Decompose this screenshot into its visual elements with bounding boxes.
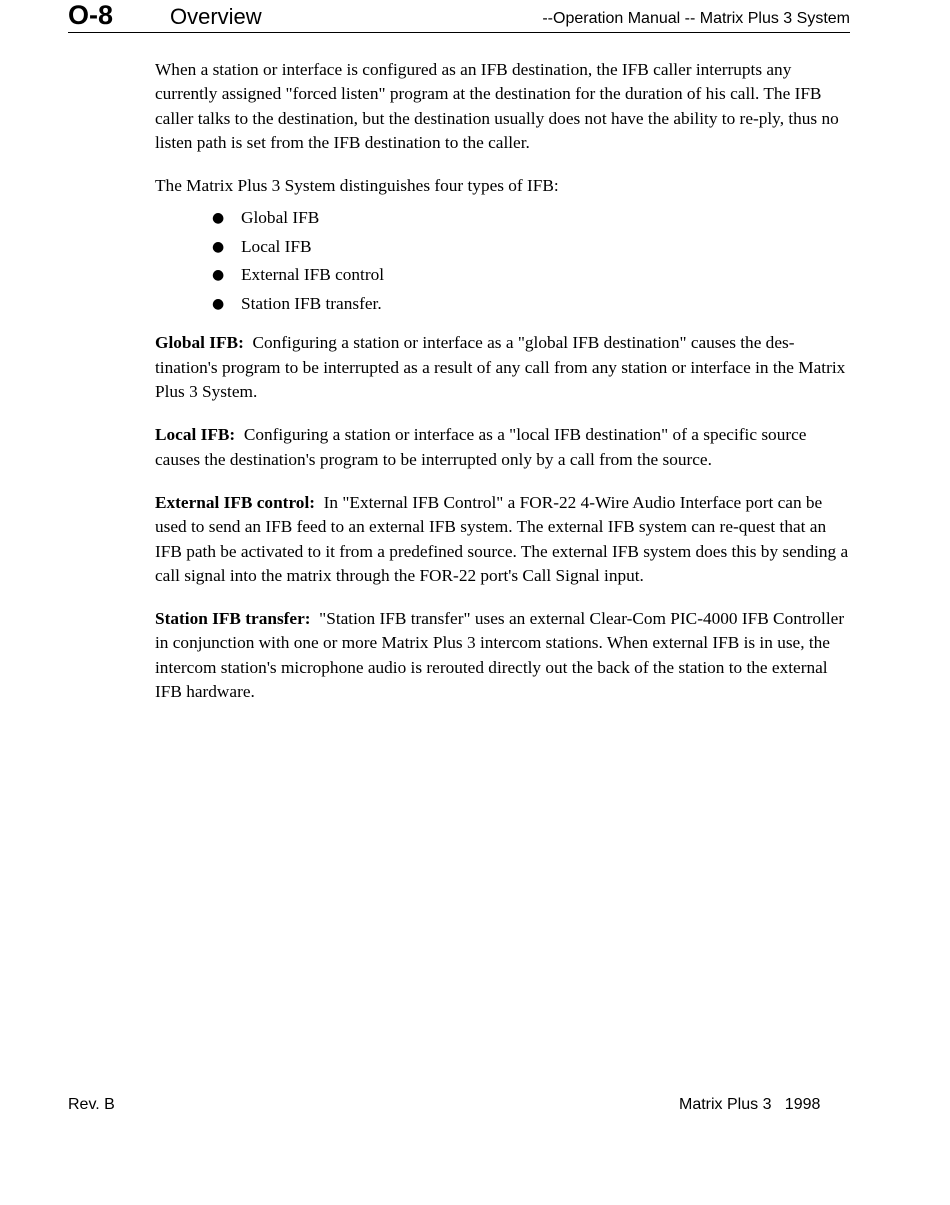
- bullet-icon: ●: [212, 295, 225, 312]
- bullet-icon: ●: [212, 210, 225, 227]
- list-item-label: Local IFB: [241, 236, 312, 256]
- footer-revision: Rev. B: [68, 1096, 115, 1113]
- ifb-types-list: [155, 204, 850, 318]
- list-item: [155, 261, 850, 290]
- footer-product-year: Matrix Plus 3 1998: [679, 1096, 821, 1113]
- definition-text: "Station IFB transfer" uses an external Clear-Com PIC-4000 IFB Controller in conjunction with one or more Matrix Plus 3 intercom stations. When external IFB is in use, the intercom station's microphone audio is rerouted directly out the back of the station to the external IFB hardware.: [155, 609, 845, 702]
- definition-local-ifb: [155, 423, 850, 472]
- definition-term: Global IFB:: [155, 333, 244, 353]
- definition-term: External IFB control:: [155, 492, 315, 512]
- definition-text: Configuring a station or interface as a "global IFB destination" causes the des-tination's program to be interrupted as a result of any call from any station or interface in the Matrix Plus 3 System.: [155, 333, 846, 402]
- bullet-icon: ●: [212, 238, 225, 255]
- intro-paragraph: When a station or interface is configured as an IFB destination, the IFB caller interrupts any currently assigned "forced listen" program at the destination for the duration of his call. The IFB caller talks to the destination, but the destination usually does not have the ability to re-ply, thus no listen path is set from the IFB destination to the caller.: [155, 60, 839, 152]
- definition-term: Station IFB transfer:: [155, 609, 311, 629]
- document-title: --Operation Manual -- Matrix Plus 3 System: [542, 10, 850, 27]
- section-title: Overview: [170, 4, 262, 29]
- types-intro-paragraph: The Matrix Plus 3 System distinguishes four types of IFB:: [155, 176, 559, 196]
- page-body: [155, 58, 850, 723]
- list-item: [155, 233, 850, 262]
- definition-external-ifb-control: [155, 491, 850, 588]
- page-header: [68, 0, 850, 33]
- list-item-label: External IFB control: [241, 265, 385, 285]
- definition-global-ifb: [155, 331, 850, 404]
- definition-term: Local IFB:: [155, 425, 236, 445]
- page-number: O-8: [68, 0, 114, 30]
- list-item: [155, 290, 850, 319]
- bullet-icon: ●: [212, 267, 225, 284]
- list-item: [155, 204, 850, 233]
- definition-text: In "External IFB Control" a FOR-22 4-Wire Audio Interface port can be used to send an IFB feed to an external IFB system. The external IFB system can re-quest that an IFB path be activated to it from a predefined source. The external IFB system does this by sending a call signal into the matrix through the FOR-22 port's Call Signal input.: [155, 492, 849, 585]
- list-item-label: Station IFB transfer.: [241, 293, 382, 313]
- list-item-label: Global IFB: [241, 208, 320, 228]
- definition-text: Configuring a station or interface as a "local IFB destination" of a specific source causes the destination's program to be interrupted only by a call from the source.: [155, 425, 807, 469]
- definition-station-ifb-transfer: [155, 607, 850, 704]
